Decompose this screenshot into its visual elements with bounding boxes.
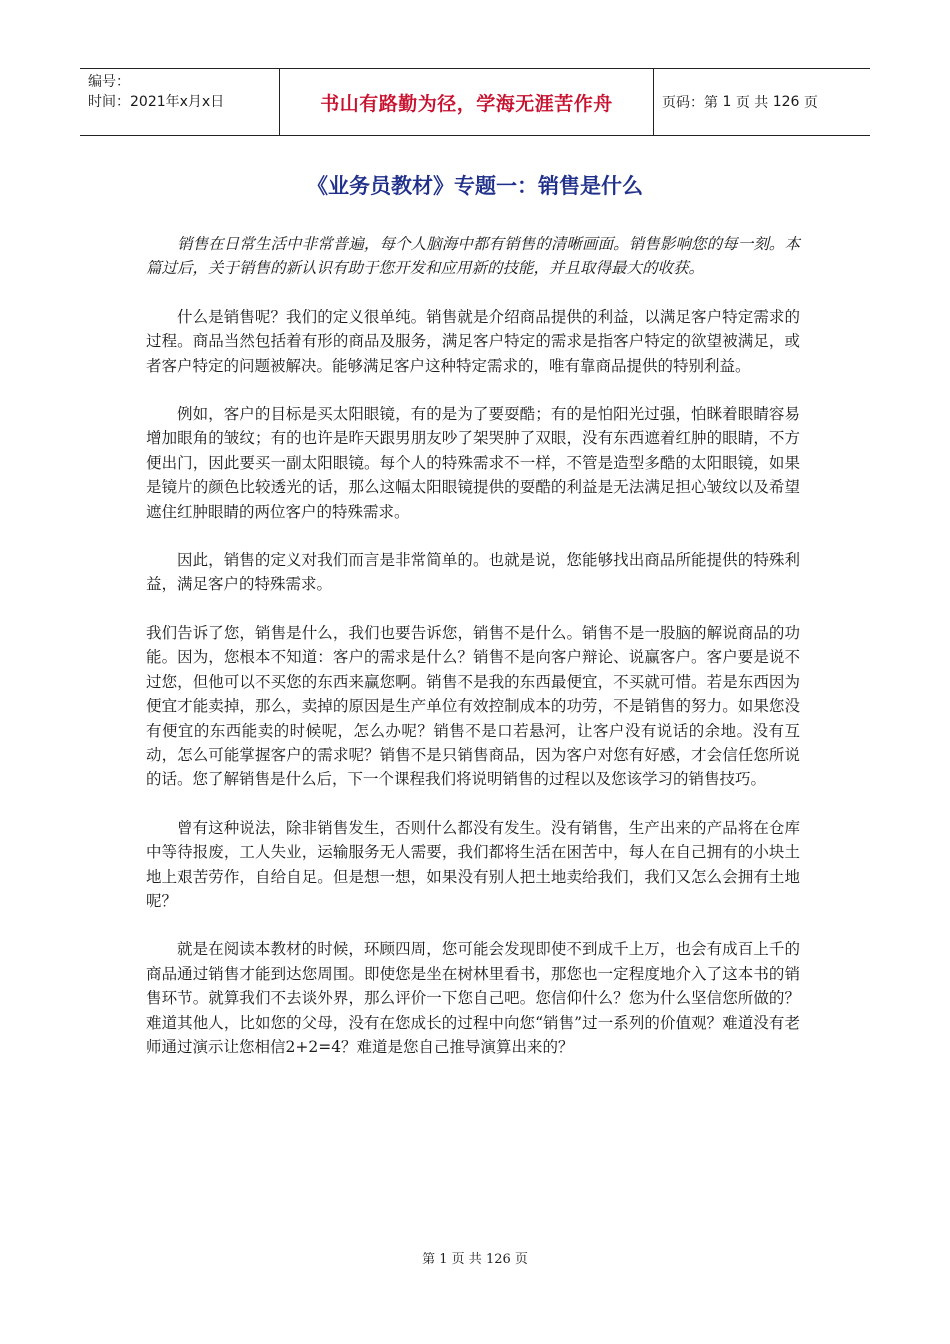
body-paragraph: 什么是销售呢？我们的定义很单纯。销售就是介绍商品提供的利益，以满足客户特定需求的过程。商品当然包括着有形的商品及服务，满足客户特定的需求是指客户特定的欲望被满足，或者客户特定的问题被解决。能够满足客户这种特定需求的，唯有靠商品提供的特别利益。 [146,307,800,375]
footer-prefix: 第 [422,1252,436,1267]
footer-total-pages: 126 [485,1252,511,1267]
document-body [146,232,800,1083]
document-time-label: 时间：2021年x月x日 [88,94,225,110]
body-paragraph: 曾有这种说法，除非销售发生，否则什么都没有发生。没有销售，生产出来的产品将在仓库中等待报废，工人失业，运输服务无人需要，我们都将生活在困苦中，每人在自己拥有的小块土地上艰苦劳作，自给自足。但是想一想，如果没有别人把土地卖给我们，我们又怎么会拥有土地呢？ [146,818,800,910]
page-current: 1 [722,94,732,110]
page-total: 126 [772,94,800,110]
body-paragraph: 因此，销售的定义对我们而言是非常简单的。也就是说，您能够找出商品所能提供的特殊利益，满足客户的特殊需求。 [146,551,800,594]
intro-paragraph: 销售在日常生活中非常普遍，每个人脑海中都有销售的清晰画面。销售影响您的每一刻。本篇过后，关于销售的新认识有助于您开发和应用新的技能，并且取得最大的收获。 [146,235,800,278]
page-prefix: 页码：第 [662,95,718,111]
header-meta [80,69,280,135]
footer-current-page: 1 [439,1252,448,1267]
body-paragraph: 我们告诉了您，销售是什么，我们也要告诉您，销售不是什么。销售不是一股脑的解说商品的功能。因为，您根本不知道：客户的需求是什么？销售不是向客户辩论、说赢客户。客户要是说不过您，但他可以不买您的东西来赢您啊。销售不是我的东西最便宜，不买就可惜。若是东西因为便宜才能卖掉，那么，卖掉的原因是生产单位有效控制成本的功劳，不是销售的努力。如果您没有便宜的东西能卖的时候呢，怎么办呢？销售不是口若悬河，让客户没有说话的余地。没有互动，怎么可能掌握客户的需求呢？销售不是只销售商品，因为客户对您有好感，才会信任您所说的话。您了解销售是什么后，下一个课程我们将说明销售的过程以及您该学习的销售技巧。 [146,623,800,789]
page-mid: 页 共 [735,95,769,111]
document-header [80,68,870,136]
document-number-label: 编号： [88,74,130,90]
header-motto: 书山有路勤为径，学海无涯苦作舟 [280,69,654,135]
footer-mid: 页 共 [451,1252,482,1267]
header-page-number [654,69,870,135]
page-footer [0,1248,950,1267]
document-title: 《业务员教材》专题一：销售是什么 [307,174,643,198]
body-paragraph: 例如，客户的目标是买太阳眼镜，有的是为了要耍酷；有的是怕阳光过强，怕眯着眼睛容易增加眼角的皱纹；有的也许是昨天跟男朋友吵了架哭肿了双眼，没有东西遮着红肿的眼睛，不方便出门，因此要买一副太阳眼镜。每个人的特殊需求不一样，不管是造型多酷的太阳眼镜，如果是镜片的颜色比较透光的话，那么这幅太阳眼镜提供的耍酷的利益是无法满足担心皱纹以及希望遮住红肿眼睛的两位客户的特殊需求。 [146,405,800,521]
body-paragraph: 就是在阅读本教材的时候，环顾四周，您可能会发现即使不到成千上万，也会有成百上千的商品通过销售才能到达您周围。即使您是坐在树林里看书，那您也一定程度地介入了这本书的销售环节。就算我们不去谈外界，那么评价一下您自己吧。您信仰什么？您为什么坚信您所做的？难道其他人，比如您的父母，没有在您成长的过程中向您“销售”过一系列的价值观？难道没有老师通过演示让您相信2+2=4？难道是您自己推导演算出来的？ [146,940,800,1056]
page-suffix: 页 [803,95,818,111]
footer-suffix: 页 [514,1252,528,1267]
